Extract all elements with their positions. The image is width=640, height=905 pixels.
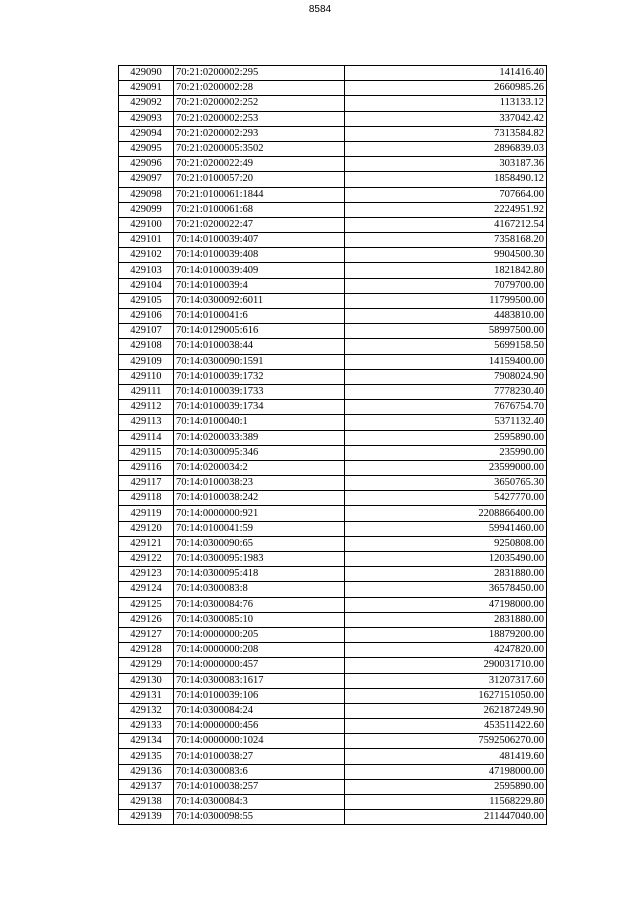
cadastral-number-cell: 70:14:0300083:8 [174,582,345,597]
row-id-cell: 429100 [119,217,174,232]
value-cell: 2660985.26 [345,81,547,96]
row-id-cell: 429138 [119,795,174,810]
row-id-cell: 429095 [119,141,174,156]
value-cell: 18879200.00 [345,627,547,642]
value-cell: 2595890.00 [345,779,547,794]
table-row [119,749,547,764]
row-id-cell: 429134 [119,734,174,749]
table-row [119,339,547,354]
table-row [119,582,547,597]
cadastral-number-cell: 70:21:0200002:253 [174,111,345,126]
table-row [119,400,547,415]
value-cell: 4167212.54 [345,217,547,232]
cadastral-number-cell: 70:14:0100038:27 [174,749,345,764]
value-cell: 707664.00 [345,187,547,202]
row-id-cell: 429136 [119,764,174,779]
value-cell: 2595890.00 [345,430,547,445]
row-id-cell: 429091 [119,81,174,96]
table-row [119,415,547,430]
table-row [119,202,547,217]
cadastral-number-cell: 70:14:0000000:205 [174,627,345,642]
cadastral-number-cell: 70:21:0100057:20 [174,172,345,187]
table-row [119,476,547,491]
table-row [119,126,547,141]
row-id-cell: 429124 [119,582,174,597]
value-cell: 47198000.00 [345,597,547,612]
row-id-cell: 429121 [119,536,174,551]
table-row [119,552,547,567]
value-cell: 58997500.00 [345,324,547,339]
cadastral-number-cell: 70:14:0300084:3 [174,795,345,810]
value-cell: 113133.12 [345,96,547,111]
row-id-cell: 429094 [119,126,174,141]
table-row [119,157,547,172]
cadastral-number-cell: 70:14:0300090:1591 [174,354,345,369]
value-cell: 290031710.00 [345,658,547,673]
value-cell: 9250808.00 [345,536,547,551]
table-row [119,719,547,734]
cadastral-number-cell: 70:14:0000000:456 [174,719,345,734]
value-cell: 23599000.00 [345,460,547,475]
cadastral-number-cell: 70:14:0100041:59 [174,521,345,536]
row-id-cell: 429105 [119,293,174,308]
cadastral-number-cell: 70:14:0300092:6011 [174,293,345,308]
row-id-cell: 429093 [119,111,174,126]
table-row [119,217,547,232]
table-row [119,795,547,810]
value-cell: 1821842.80 [345,263,547,278]
cadastral-number-cell: 70:21:0200002:293 [174,126,345,141]
value-cell: 2224951.92 [345,202,547,217]
row-id-cell: 429109 [119,354,174,369]
table-row [119,491,547,506]
row-id-cell: 429092 [119,96,174,111]
value-cell: 12035490.00 [345,552,547,567]
table-row [119,688,547,703]
row-id-cell: 429119 [119,506,174,521]
table-row [119,96,547,111]
row-id-cell: 429122 [119,552,174,567]
table-row [119,369,547,384]
cadastral-number-cell: 70:21:0100061:1844 [174,187,345,202]
cadastral-number-cell: 70:14:0100039:1734 [174,400,345,415]
table-row [119,810,547,825]
table-row [119,779,547,794]
row-id-cell: 429115 [119,445,174,460]
row-id-cell: 429090 [119,66,174,81]
cadastral-number-cell: 70:21:0200022:47 [174,217,345,232]
value-cell: 3650765.30 [345,476,547,491]
table-row [119,384,547,399]
cadastral-number-cell: 70:14:0129005:616 [174,324,345,339]
value-cell: 7079700.00 [345,278,547,293]
table-row [119,111,547,126]
table-row [119,627,547,642]
table-row [119,612,547,627]
value-cell: 481419.60 [345,749,547,764]
value-cell: 11799500.00 [345,293,547,308]
cadastral-number-cell: 70:14:0300095:1983 [174,552,345,567]
table-row [119,643,547,658]
cadastral-number-cell: 70:21:0200022:49 [174,157,345,172]
table-row [119,460,547,475]
cadastral-number-cell: 70:14:0300084:76 [174,597,345,612]
cadastral-number-cell: 70:14:0300095:346 [174,445,345,460]
row-id-cell: 429111 [119,384,174,399]
cadastral-number-cell: 70:14:0000000:1024 [174,734,345,749]
table-row [119,430,547,445]
row-id-cell: 429131 [119,688,174,703]
table-row [119,506,547,521]
value-cell: 7676754.70 [345,400,547,415]
table-row [119,278,547,293]
value-cell: 5427770.00 [345,491,547,506]
value-cell: 262187249.90 [345,703,547,718]
value-cell: 7908024.90 [345,369,547,384]
table-row [119,324,547,339]
cadastral-number-cell: 70:14:0000000:208 [174,643,345,658]
cadastral-number-cell: 70:14:0300085:10 [174,612,345,627]
value-cell: 31207317.60 [345,673,547,688]
row-id-cell: 429139 [119,810,174,825]
table-row [119,536,547,551]
cadastral-number-cell: 70:14:0100039:1732 [174,369,345,384]
cadastral-number-cell: 70:21:0200002:252 [174,96,345,111]
cadastral-number-cell: 70:14:0100040:1 [174,415,345,430]
value-cell: 5699158.50 [345,339,547,354]
cadastral-number-cell: 70:14:0000000:457 [174,658,345,673]
cadastral-number-cell: 70:14:0300083:6 [174,764,345,779]
cadastral-number-cell: 70:14:0100041:6 [174,309,345,324]
row-id-cell: 429097 [119,172,174,187]
table-row [119,141,547,156]
table-row [119,172,547,187]
table-row [119,658,547,673]
cadastral-number-cell: 70:14:0100038:44 [174,339,345,354]
cadastral-number-cell: 70:14:0000000:921 [174,506,345,521]
value-cell: 2831880.00 [345,612,547,627]
cadastral-number-cell: 70:14:0300084:24 [174,703,345,718]
table-row [119,293,547,308]
cadastral-number-cell: 70:21:0200005:3502 [174,141,345,156]
row-id-cell: 429103 [119,263,174,278]
value-cell: 7592506270.00 [345,734,547,749]
table-row [119,309,547,324]
cadastral-number-cell: 70:14:0200034:2 [174,460,345,475]
row-id-cell: 429132 [119,703,174,718]
value-cell: 7358168.20 [345,233,547,248]
value-cell: 2831880.00 [345,567,547,582]
value-cell: 1858490.12 [345,172,547,187]
table-row [119,703,547,718]
table-row [119,81,547,96]
value-cell: 7778230.40 [345,384,547,399]
cadastral-number-cell: 70:14:0100039:408 [174,248,345,263]
row-id-cell: 429101 [119,233,174,248]
table-row [119,764,547,779]
row-id-cell: 429127 [119,627,174,642]
row-id-cell: 429107 [119,324,174,339]
value-cell: 2896839.03 [345,141,547,156]
table-row [119,445,547,460]
cadastral-number-cell: 70:14:0300095:418 [174,567,345,582]
cadastral-number-cell: 70:14:0200033:389 [174,430,345,445]
table-row [119,354,547,369]
table-row [119,187,547,202]
row-id-cell: 429099 [119,202,174,217]
value-cell: 7313584.82 [345,126,547,141]
value-cell: 4247820.00 [345,643,547,658]
row-id-cell: 429129 [119,658,174,673]
row-id-cell: 429108 [119,339,174,354]
cadastral-number-cell: 70:21:0200002:295 [174,66,345,81]
value-cell: 453511422.60 [345,719,547,734]
cadastral-number-cell: 70:21:0200002:28 [174,81,345,96]
cadastral-number-cell: 70:21:0100061:68 [174,202,345,217]
value-cell: 14159400.00 [345,354,547,369]
row-id-cell: 429113 [119,415,174,430]
table-row [119,597,547,612]
table-row [119,233,547,248]
row-id-cell: 429114 [119,430,174,445]
cadastral-number-cell: 70:14:0100038:257 [174,779,345,794]
value-cell: 303187.36 [345,157,547,172]
table-row [119,521,547,536]
value-cell: 141416.40 [345,66,547,81]
row-id-cell: 429104 [119,278,174,293]
cadastral-number-cell: 70:14:0300090:65 [174,536,345,551]
table-row [119,673,547,688]
row-id-cell: 429118 [119,491,174,506]
row-id-cell: 429102 [119,248,174,263]
row-id-cell: 429137 [119,779,174,794]
table-row [119,263,547,278]
cadastral-number-cell: 70:14:0300083:1617 [174,673,345,688]
value-cell: 2208866400.00 [345,506,547,521]
value-cell: 36578450.00 [345,582,547,597]
cadastral-number-cell: 70:14:0100039:106 [174,688,345,703]
table-row [119,567,547,582]
row-id-cell: 429120 [119,521,174,536]
cadastral-number-cell: 70:14:0100038:242 [174,491,345,506]
cadastral-number-cell: 70:14:0100039:1733 [174,384,345,399]
value-cell: 235990.00 [345,445,547,460]
cadastral-number-cell: 70:14:0100039:407 [174,233,345,248]
row-id-cell: 429106 [119,309,174,324]
table-row [119,734,547,749]
page-number: 8584 [308,4,332,15]
row-id-cell: 429135 [119,749,174,764]
cadastral-number-cell: 70:14:0100039:4 [174,278,345,293]
row-id-cell: 429125 [119,597,174,612]
row-id-cell: 429098 [119,187,174,202]
value-cell: 211447040.00 [345,810,547,825]
row-id-cell: 429112 [119,400,174,415]
value-cell: 337042.42 [345,111,547,126]
row-id-cell: 429133 [119,719,174,734]
row-id-cell: 429123 [119,567,174,582]
row-id-cell: 429110 [119,369,174,384]
value-cell: 5371132.40 [345,415,547,430]
value-cell: 11568229.80 [345,795,547,810]
row-id-cell: 429128 [119,643,174,658]
value-cell: 1627151050.00 [345,688,547,703]
value-cell: 59941460.00 [345,521,547,536]
cadastral-number-cell: 70:14:0300098:55 [174,810,345,825]
value-cell: 4483810.00 [345,309,547,324]
value-cell: 9904500.30 [345,248,547,263]
table-row [119,66,547,81]
row-id-cell: 429116 [119,460,174,475]
row-id-cell: 429096 [119,157,174,172]
value-cell: 47198000.00 [345,764,547,779]
table-row [119,248,547,263]
cadastral-number-cell: 70:14:0100038:23 [174,476,345,491]
cadastral-number-cell: 70:14:0100039:409 [174,263,345,278]
registry-table [118,65,547,825]
row-id-cell: 429130 [119,673,174,688]
row-id-cell: 429126 [119,612,174,627]
registry-table-body [119,66,547,825]
row-id-cell: 429117 [119,476,174,491]
